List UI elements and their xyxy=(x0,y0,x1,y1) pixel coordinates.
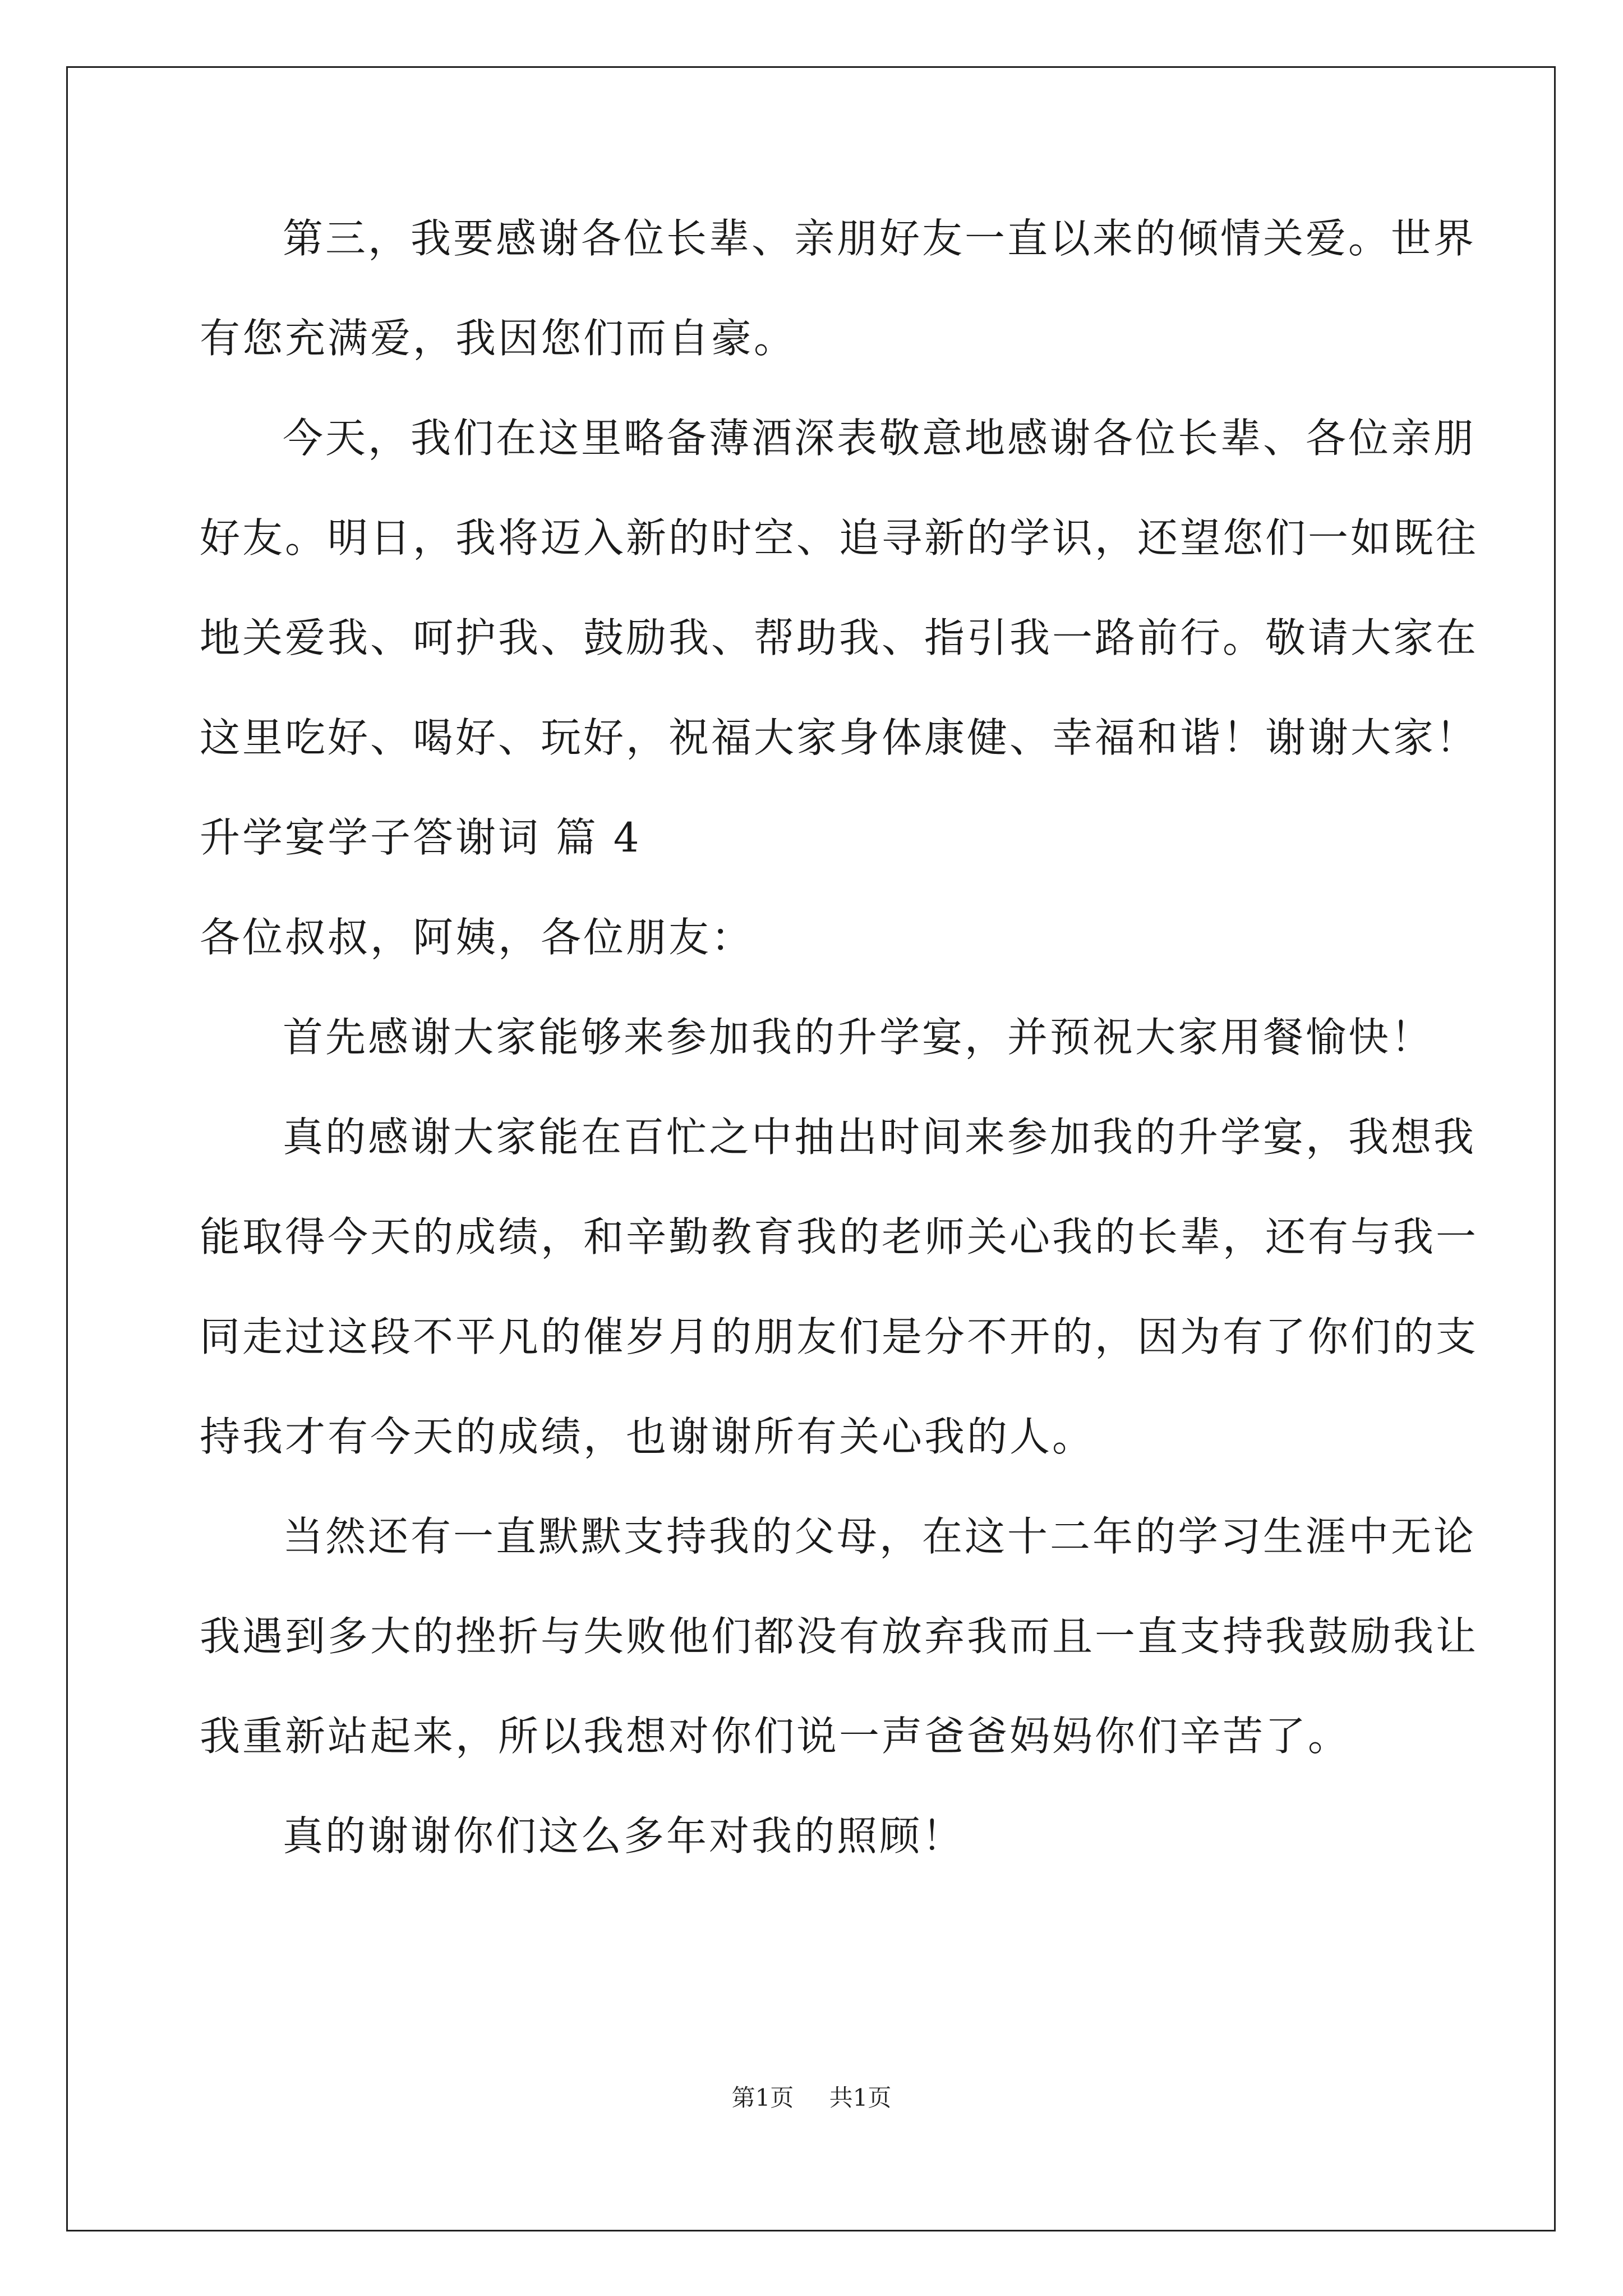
paragraph-line: 真的谢谢你们这么多年对我的照顾！ xyxy=(283,1812,965,1860)
paragraph-line: 能取得今天的成绩，和辛勤教育我的老师关心我的长辈，还有与我一 xyxy=(200,1213,1479,1260)
paragraph-line: 好友。明日，我将迈入新的时空、追寻新的学识，还望您们一如既往 xyxy=(200,514,1479,562)
section-heading: 升学宴学子答谢词 篇 4 xyxy=(200,814,642,861)
paragraph-line: 同走过这段不平凡的催岁月的朋友们是分不开的，因为有了你们的支 xyxy=(200,1313,1479,1360)
paragraph-line: 持我才有今天的成绩，也谢谢所有关心我的人。 xyxy=(200,1413,1095,1460)
paragraph-line: 第三，我要感谢各位长辈、亲朋好友一直以来的倾情关爱。世界 xyxy=(283,215,1477,262)
paragraph-line: 有您充满爱，我因您们而自豪。 xyxy=(200,315,797,362)
paragraph-line: 我遇到多大的挫折与失败他们都没有放弃我而且一直支持我鼓励我让 xyxy=(200,1613,1479,1660)
paragraph-line: 我重新站起来，所以我想对你们说一声爸爸妈妈你们辛苦了。 xyxy=(200,1713,1351,1760)
page-number-current: 第1页 xyxy=(731,2084,794,2111)
paragraph-line: 今天，我们在这里略备薄酒深表敬意地感谢各位长辈、各位亲朋 xyxy=(283,415,1477,462)
paragraph-line: 真的感谢大家能在百忙之中抽出时间来参加我的升学宴，我想我 xyxy=(283,1114,1477,1161)
page-number-total: 共1页 xyxy=(829,2084,892,2111)
salutation: 各位叔叔，阿姨，各位朋友： xyxy=(200,914,754,961)
paragraph-line: 这里吃好、喝好、玩好，祝福大家身体康健、幸福和谐！谢谢大家！ xyxy=(200,714,1479,761)
paragraph-line: 当然还有一直默默支持我的父母，在这十二年的学习生涯中无论 xyxy=(283,1513,1477,1560)
paragraph-line: 首先感谢大家能够来参加我的升学宴，并预祝大家用餐愉快！ xyxy=(283,1014,1434,1061)
page-footer xyxy=(0,2081,1623,2115)
paragraph-line: 地关爱我、呵护我、鼓励我、帮助我、指引我一路前行。敬请大家在 xyxy=(200,614,1479,661)
